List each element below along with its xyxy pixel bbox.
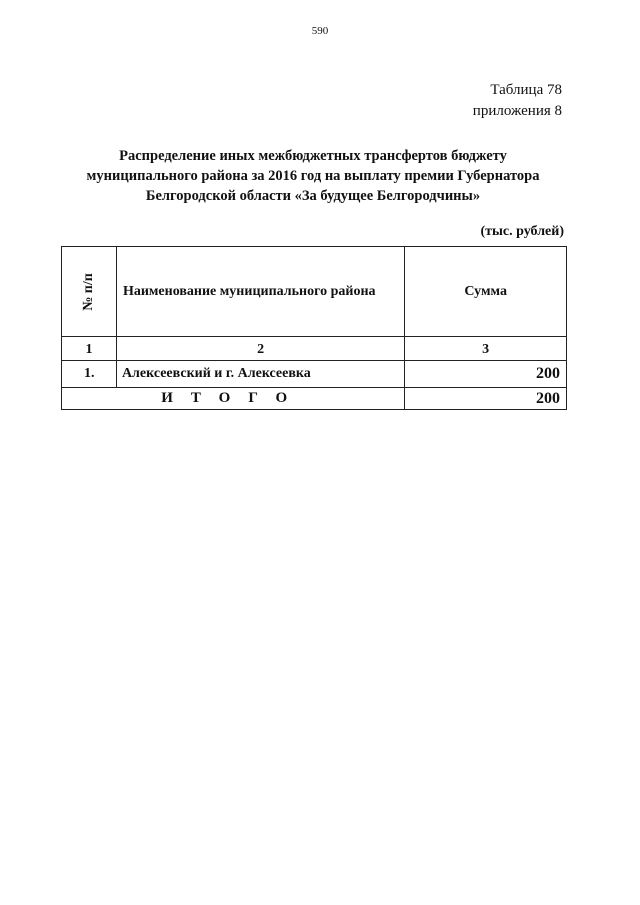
total-sum: 200 (405, 388, 567, 410)
column-index-row (62, 337, 567, 361)
page-number: 590 (311, 25, 329, 37)
total-label: ИТОГО (62, 388, 405, 410)
row-district-name: Алексеевский и г. Алексеевка (116, 361, 404, 388)
table-header-row (62, 247, 567, 337)
header-cell-number (62, 247, 117, 337)
row-number: 1. (62, 361, 117, 388)
column-index-1: 1 (62, 337, 117, 361)
transfers-table (61, 246, 567, 410)
table-row (62, 361, 567, 388)
title-line-1: Распределение иных межбюджетных трансфертов бюджету (119, 148, 507, 164)
column-index-3: 3 (405, 337, 567, 361)
units-label: (тыс. рублей) (480, 224, 564, 239)
document-title (60, 146, 566, 206)
row-sum: 200 (405, 361, 567, 388)
table-reference (473, 80, 562, 122)
title-line-2: муниципального района за 2016 год на выплату премии Губернатора (86, 168, 540, 184)
header-number-label: № п/п (80, 272, 96, 311)
appendix-label: приложения 8 (472, 103, 562, 119)
table-label: Таблица 78 (490, 82, 562, 98)
header-cell-name: Наименование муниципального района (116, 247, 404, 337)
title-line-3: Белгородской области «За будущее Белгородчины» (145, 188, 481, 204)
total-row (62, 388, 567, 410)
header-cell-sum: Сумма (405, 247, 567, 337)
column-index-2: 2 (116, 337, 404, 361)
